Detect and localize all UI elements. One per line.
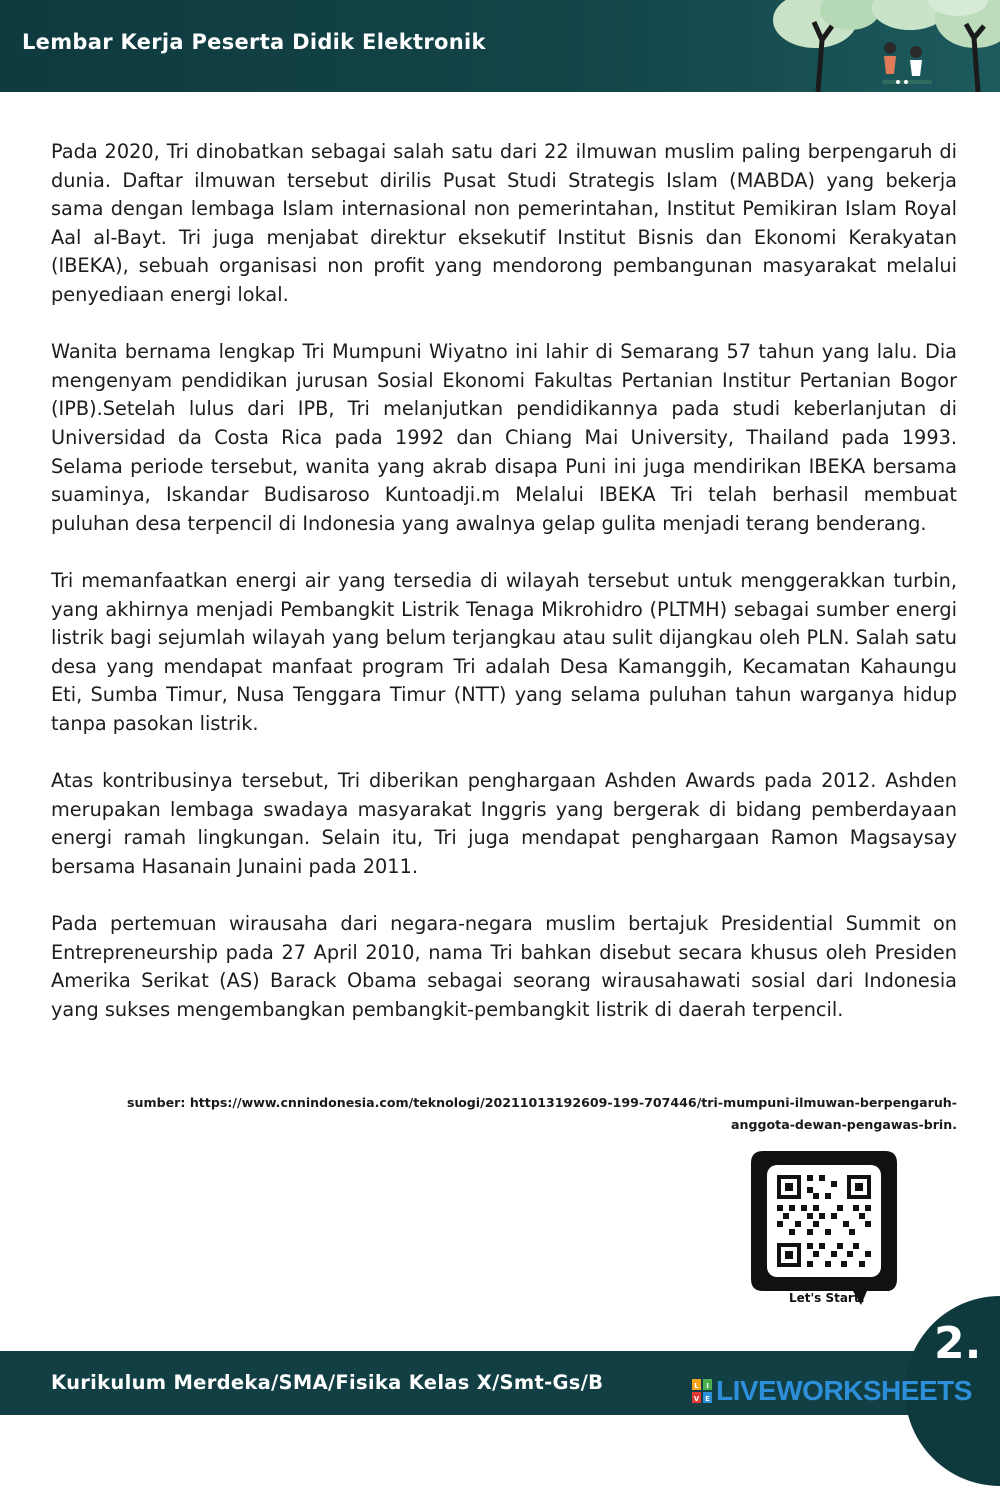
page-number: 2. bbox=[934, 1318, 982, 1369]
header-title: Lembar Kerja Peserta Didik Elektronik bbox=[22, 30, 486, 54]
liveworksheets-logo-icon bbox=[692, 1379, 712, 1403]
source-line-1: sumber: https://www.cnnindonesia.com/teknologi/20211013192609-199-707446/tri-mumpuni-ilmuwan-berpengaruh- bbox=[127, 1095, 957, 1110]
paragraph-5: Pada pertemuan wirausaha dari negara-negara muslim bertajuk Presidential Summit on Entrepreneurship pada 27 April 2010, nama Tri bahkan disebut secara khusus oleh Presiden Amerika Serikat (AS) Barack Obama sebagai seorang wirausahawati sosial dari Indonesia yang sukses mengembangkan pembangkit-pembangkit listrik di daerah terpencil. bbox=[51, 912, 957, 1021]
logo-letter-i: I bbox=[706, 1382, 709, 1390]
article-body bbox=[51, 138, 957, 1053]
source-citation bbox=[51, 1092, 957, 1136]
paragraph-1: Pada 2020, Tri dinobatkan sebagai salah satu dari 22 ilmuwan muslim paling berpengaruh di dunia. Daftar ilmuwan tersebut dirilis Pusat Studi Strategis Islam (MABDA) yang bekerja sama dengan lembaga Islam internasional non pemerintahan, Institut Pemikiran Islam Royal Aal al-Bayt. Tri juga menjabat direktur eksekutif Institut Bisnis dan Ekonomi Kerakyatan (IBEKA), sebuah organisasi non profit yang mendorong pembangunan masyarakat melalui penyediaan energi lokal. bbox=[51, 140, 957, 306]
logo-letter-v: V bbox=[693, 1395, 700, 1403]
trees-and-children-illustration bbox=[770, 0, 1000, 92]
qr-code-bubble[interactable] bbox=[749, 1149, 899, 1309]
header-bar bbox=[0, 0, 1000, 92]
paragraph-3: Tri memanfaatkan energi air yang tersedia di wilayah tersebut untuk menggerakkan turbin, yang akhirnya menjadi Pembangkit Listrik Tenaga Mikrohidro (PLTMH) sebagai sumber energi listrik bagi sejumlah wilayah yang belum terjangkau atau sulit dijangkau oleh PLN. Salah satu desa yang mendapat manfaat program Tri adalah Desa Kamanggih, Kecamatan Kahaungu Eti, Sumba Timur, Nusa Tenggara Timur (NTT) yang selama puluhan tahun warganya hidup tanpa pasokan listrik. bbox=[51, 568, 957, 735]
brand-name: LIVEWORKSHEETS bbox=[716, 1375, 972, 1406]
source-line-2: anggota-dewan-pengawas-brin. bbox=[731, 1117, 957, 1132]
logo-letter-e: E bbox=[705, 1395, 710, 1403]
curriculum-label: Kurikulum Merdeka/SMA/Fisika Kelas X/Smt-Gs/B bbox=[51, 1371, 604, 1394]
paragraph-2: Wanita bernama lengkap Tri Mumpuni Wiyatno ini lahir di Semarang 57 tahun yang lalu. Dia mengenyam pendidikan jurusan Sosial Ekonomi Fakultas Pertanian Institur Pertanian Bogor (IPB).Setelah lulus dari IPB, Tri melanjutkan pendidikannya pada studi keberlanjutan di Universidad da Costa Rica pada 1992 dan Chiang Mai University, Thailand pada 1993. Selama periode tersebut, wanita yang akrab disapa Puni ini juga mendirikan IBEKA bersama suaminya, Iskandar Budisaroso Kuntoadji.m Melalui IBEKA Tri telah berhasil membuat puluhan desa terpencil di Indonesia yang awalnya gelap gulita menjadi terang benderang. bbox=[51, 340, 957, 535]
logo-letter-l: L bbox=[694, 1382, 699, 1390]
paragraph-4: Atas kontribusinya tersebut, Tri diberikan penghargaan Ashden Awards pada 2012. Ashden merupakan lembaga swadaya masyarakat Inggris yang bergerak di bidang pemberdayaan energi ramah lingkungan. Selain itu, Tri juga mendapat penghargaan Ramon Magsaysay bersama Hasanain Junaini pada 2011. bbox=[51, 769, 957, 878]
qr-code-icon bbox=[749, 1149, 899, 1309]
liveworksheets-brand[interactable] bbox=[692, 1373, 972, 1409]
lets-start-label: Let's Start! bbox=[788, 1291, 866, 1305]
